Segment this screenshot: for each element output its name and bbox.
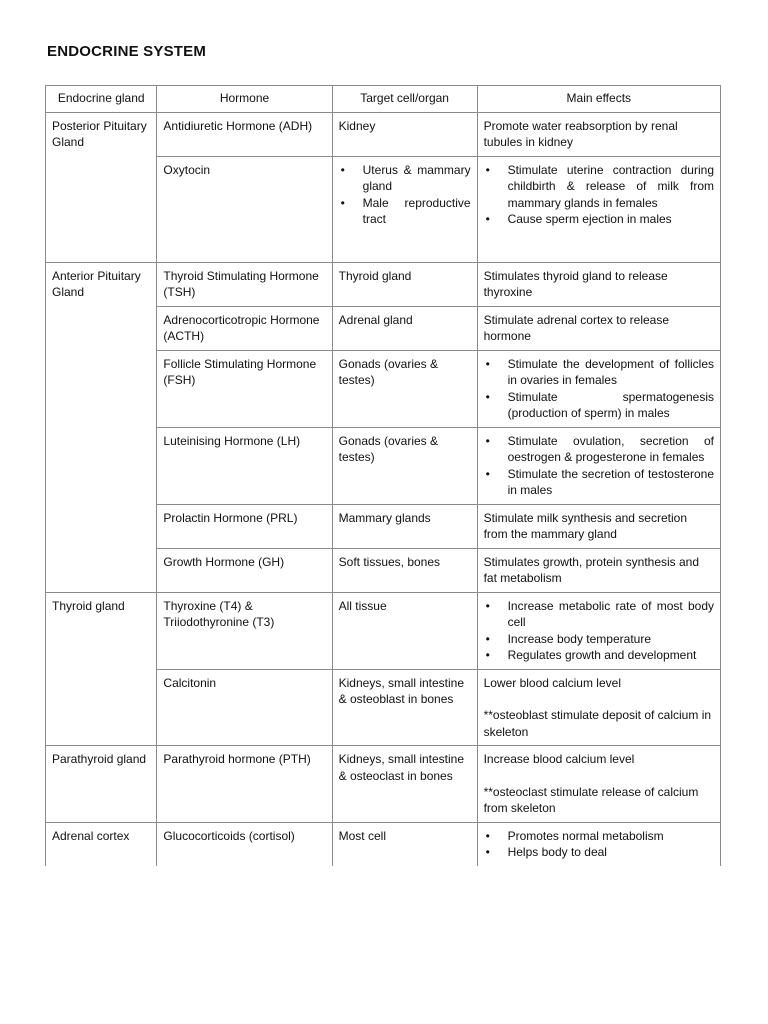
target-cell: [332, 156, 477, 262]
effect-item: • Stimulate spermatogenesis (production of sperm) in males: [484, 389, 714, 422]
target-item: • Male reproductive tract: [339, 195, 471, 228]
hormone-cell: Luteinising Hormone (LH): [157, 427, 332, 504]
target-cell: Gonads (ovaries & testes): [332, 350, 477, 427]
hormone-cell: Parathyroid hormone (PTH): [157, 746, 332, 823]
hormone-cell: Glucocorticoids (cortisol): [157, 822, 332, 866]
gland-cell: Parathyroid gland: [46, 746, 157, 823]
gland-cell: Anterior Pituitary Gland: [46, 262, 157, 592]
gland-cell: Thyroid gland: [46, 592, 157, 746]
hormone-cell: Oxytocin: [157, 156, 332, 262]
column-header: Hormone: [157, 86, 332, 113]
effect-cell: [477, 592, 720, 669]
effect-cell: Promote water reabsorption by renal tubules in kidney: [477, 112, 720, 156]
effect-cell: [477, 156, 720, 262]
effect-cell: [477, 822, 720, 866]
target-cell: Kidney: [332, 112, 477, 156]
effect-item: • Increase body temperature: [484, 631, 714, 648]
effect-item: • Helps body to deal: [484, 844, 714, 861]
column-header: Endocrine gland: [46, 86, 157, 113]
effect-cell: Stimulates thyroid gland to release thyroxine: [477, 262, 720, 306]
table-header-row: [46, 86, 721, 113]
effect-item: • Regulates growth and development: [484, 647, 714, 664]
hormone-cell: Antidiuretic Hormone (ADH): [157, 112, 332, 156]
target-cell: Soft tissues, bones: [332, 548, 477, 592]
table-row: [46, 822, 721, 866]
effect-cell: Stimulate milk synthesis and secretion from the mammary gland: [477, 504, 720, 548]
gland-cell: Posterior Pituitary Gland: [46, 112, 157, 262]
effect-item: • Increase metabolic rate of most body cell: [484, 598, 714, 631]
target-cell: Kidneys, small intestine & osteoclast in bones: [332, 746, 477, 823]
effect-text: Lower blood calcium level: [483, 675, 621, 690]
effect-item: • Promotes normal metabolism: [484, 828, 714, 845]
effect-note: **osteoclast stimulate release of calcium from skeleton: [483, 784, 699, 815]
effect-cell: [477, 669, 720, 746]
effect-item: • Stimulate ovulation, secretion of oestrogen & progesterone in females: [484, 433, 714, 466]
effect-item: • Stimulate the development of follicles in ovaries in females: [484, 356, 714, 389]
table-row: [46, 112, 721, 156]
hormone-cell: Calcitonin: [157, 669, 332, 746]
hormone-cell: Thyroid Stimulating Hormone (TSH): [157, 262, 332, 306]
effect-text: Increase blood calcium level: [483, 752, 635, 766]
column-header: Target cell/organ: [332, 86, 477, 113]
effect-cell: [477, 350, 720, 427]
target-cell: Thyroid gland: [332, 262, 477, 306]
target-item: • Uterus & mammary gland: [339, 162, 471, 195]
hormone-cell: Growth Hormone (GH): [157, 548, 332, 592]
target-cell: Gonads (ovaries & testes): [332, 427, 477, 504]
table-row: [46, 592, 721, 669]
effect-cell: Stimulate adrenal cortex to release hormone: [477, 306, 720, 350]
effect-cell: [477, 746, 720, 823]
target-cell: Kidneys, small intestine & osteoblast in bones: [332, 669, 477, 746]
effect-note: **osteoblast stimulate deposit of calcium in skeleton: [483, 708, 712, 739]
hormone-cell: Thyroxine (T4) & Triiodothyronine (T3): [157, 592, 332, 669]
effect-item: • Stimulate the secretion of testosterone in males: [484, 466, 714, 499]
endocrine-table: [45, 85, 721, 866]
gland-cell: Adrenal cortex: [46, 822, 157, 866]
target-cell: Mammary glands: [332, 504, 477, 548]
hormone-cell: Adrenocorticotropic Hormone (ACTH): [157, 306, 332, 350]
hormone-cell: Prolactin Hormone (PRL): [157, 504, 332, 548]
effect-item: • Cause sperm ejection in males: [484, 211, 714, 228]
target-cell: Most cell: [332, 822, 477, 866]
target-cell: All tissue: [332, 592, 477, 669]
table-row: [46, 746, 721, 823]
effect-cell: [477, 427, 720, 504]
target-cell: Adrenal gland: [332, 306, 477, 350]
hormone-cell: Follicle Stimulating Hormone (FSH): [157, 350, 332, 427]
effect-item: • Stimulate uterine contraction during childbirth & release of milk from mammary glands in females: [484, 162, 714, 212]
document-title: ENDOCRINE SYSTEM: [47, 43, 207, 60]
table-row: [46, 262, 721, 306]
effect-cell: Stimulates growth, protein synthesis and fat metabolism: [477, 548, 720, 592]
column-header: Main effects: [477, 86, 720, 113]
